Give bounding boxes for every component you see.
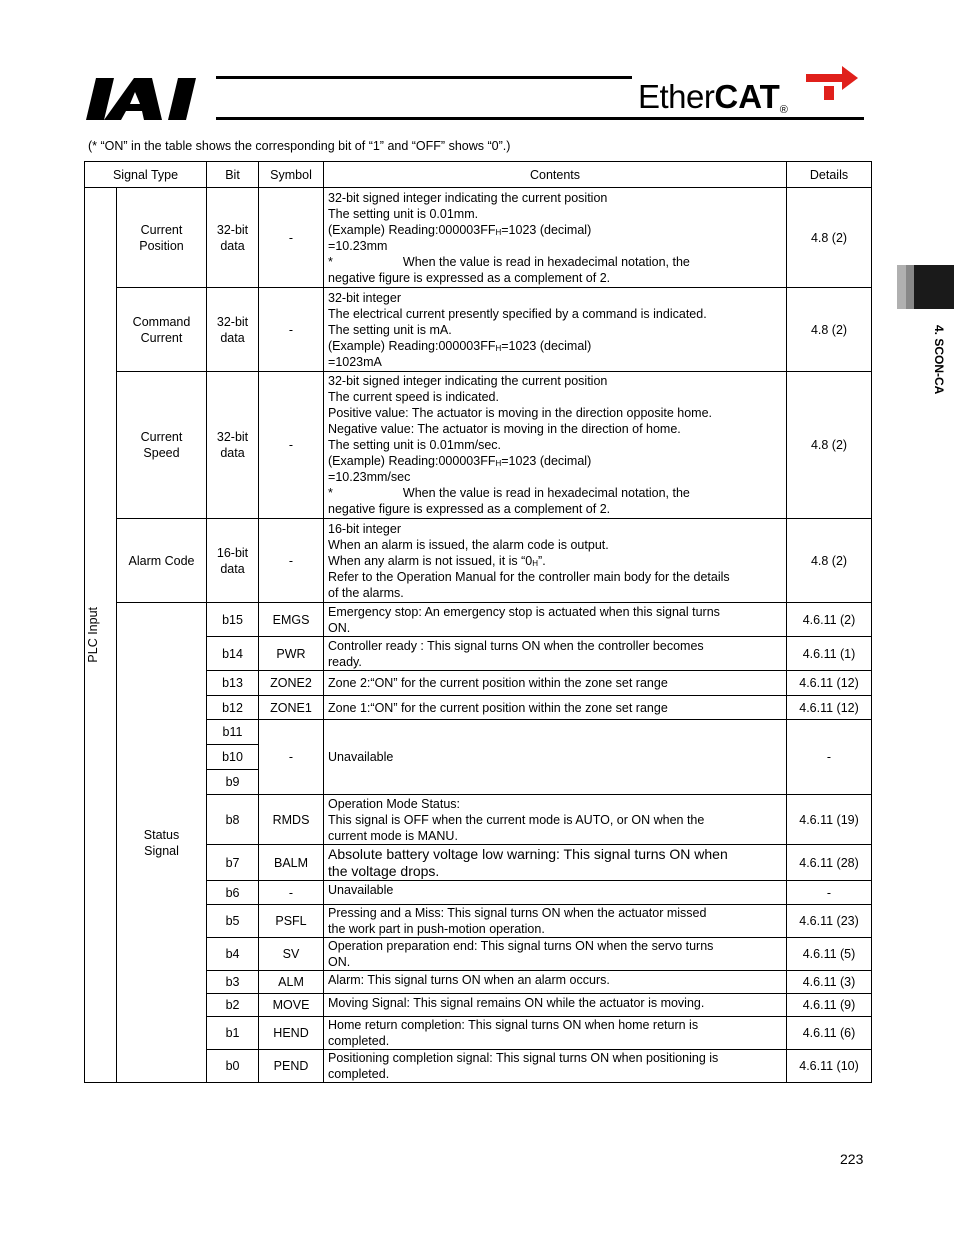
symbol-cell: SV xyxy=(259,938,324,971)
contents-cell: Unavailable xyxy=(324,881,787,905)
bit-cell: b4 xyxy=(207,938,259,971)
bit-cell: 32-bit data xyxy=(207,188,259,288)
table-row xyxy=(85,519,872,603)
header-details: Details xyxy=(787,162,872,188)
symbol-cell: PEND xyxy=(259,1050,324,1083)
symbol-cell: BALM xyxy=(259,845,324,881)
bit-cell: b8 xyxy=(207,795,259,845)
contents-cell: Zone 1:“ON” for the current position within the zone set range xyxy=(324,696,787,720)
contents-cell: 32-bit integer The electrical current presently specified by a command is indicated. The setting unit is mA. (Example) $Reading:000003FF_H=1023$ (decimal) =1023mA xyxy=(324,288,787,372)
table-header-row xyxy=(85,162,872,188)
details-cell: 4.6.11 (9) xyxy=(787,994,872,1017)
symbol-cell: - xyxy=(259,372,324,519)
bit-cell: b14 xyxy=(207,637,259,671)
bit-cell: b10 xyxy=(207,745,259,770)
bit-cell: b7 xyxy=(207,845,259,881)
symbol-cell: EMGS xyxy=(259,603,324,637)
symbol-cell: ZONE2 xyxy=(259,671,324,696)
bit-cell: b12 xyxy=(207,696,259,720)
symbol-cell: ALM xyxy=(259,971,324,994)
contents-cell: Zone 2:“ON” for the current position within the zone set range xyxy=(324,671,787,696)
details-cell: 4.6.11 (10) xyxy=(787,1050,872,1083)
details-cell: 4.6.11 (23) xyxy=(787,905,872,938)
contents-cell: Moving Signal: This signal remains ON while the actuator is moving. xyxy=(324,994,787,1017)
plc-input-table xyxy=(84,161,872,1083)
iai-logo xyxy=(86,74,206,124)
signal-type-cell: Status Signal xyxy=(117,603,207,1083)
bit-cell: b11 xyxy=(207,720,259,745)
contents-cell: Operation Mode Status: This signal is OFF when the current mode is AUTO, or ON when the current mode is MANU. xyxy=(324,795,787,845)
section-label: 4. SCON-CA xyxy=(932,325,946,395)
details-cell: 4.8 (2) xyxy=(787,188,872,288)
header-contents: Contents xyxy=(324,162,787,188)
symbol-cell: PWR xyxy=(259,637,324,671)
bit-cell: b5 xyxy=(207,905,259,938)
symbol-cell: - xyxy=(259,519,324,603)
details-cell: 4.6.11 (3) xyxy=(787,971,872,994)
bit-cell: b15 xyxy=(207,603,259,637)
group-cell xyxy=(85,188,117,1083)
contents-cell: Home return completion: This signal turns ON when home return is completed. xyxy=(324,1017,787,1050)
contents-cell: Unavailable xyxy=(324,720,787,795)
contents-cell: Positioning completion signal: This signal turns ON when positioning is completed. xyxy=(324,1050,787,1083)
details-cell: 4.8 (2) xyxy=(787,372,872,519)
contents-cell: Alarm: This signal turns ON when an alarm occurs. xyxy=(324,971,787,994)
table-row xyxy=(85,188,872,288)
bit-cell: 32-bit data xyxy=(207,372,259,519)
signal-type-cell: Alarm Code xyxy=(117,519,207,603)
contents-cell: 32-bit signed integer indicating the current position The current speed is indicated. Positive value: The actuator is moving in the direction opposite home. Negative value: The actuator is moving in the direction of home. The setting unit is 0.01mm/sec. (Example) $Reading:000003FF_H=1023$ (decimal) =10.23mm/sec * When the value is read in hexadecimal notation, the negative figure is expressed as a complement of 2. xyxy=(324,372,787,519)
symbol-cell: HEND xyxy=(259,1017,324,1050)
details-cell: 4.6.11 (28) xyxy=(787,845,872,881)
ethercat-cat: CAT xyxy=(714,78,780,115)
signal-type-cell: Current Speed xyxy=(117,372,207,519)
symbol-cell: PSFL xyxy=(259,905,324,938)
details-cell: 4.6.11 (1) xyxy=(787,637,872,671)
bit-cell: b13 xyxy=(207,671,259,696)
details-cell: - xyxy=(787,720,872,795)
symbol-cell: - xyxy=(259,188,324,288)
details-cell: 4.8 (2) xyxy=(787,288,872,372)
signal-type-cell: Command Current xyxy=(117,288,207,372)
table-row xyxy=(85,372,872,519)
page-number: 223 xyxy=(840,1151,864,1167)
bit-cell: 32-bit data xyxy=(207,288,259,372)
bit-cell: b1 xyxy=(207,1017,259,1050)
contents-cell: Controller ready : This signal turns ON when the controller becomes ready. xyxy=(324,637,787,671)
details-cell: 4.8 (2) xyxy=(787,519,872,603)
symbol-cell: ZONE1 xyxy=(259,696,324,720)
header-signal-type: Signal Type xyxy=(85,162,207,188)
ethercat-ether: Ether xyxy=(638,78,715,115)
bit-cell: b3 xyxy=(207,971,259,994)
contents-cell: Absolute battery voltage low warning: This signal turns ON when the voltage drops. xyxy=(324,845,787,881)
header-bit: Bit xyxy=(207,162,259,188)
details-cell: 4.6.11 (5) xyxy=(787,938,872,971)
contents-cell: Emergency stop: An emergency stop is actuated when this signal turns ON. xyxy=(324,603,787,637)
header-symbol: Symbol xyxy=(259,162,324,188)
details-cell: - xyxy=(787,881,872,905)
section-tab xyxy=(897,265,954,309)
symbol-cell: - xyxy=(259,288,324,372)
table-row xyxy=(85,603,872,637)
contents-cell: 32-bit signed integer indicating the current position The setting unit is 0.01mm. (Example) $Reading:000003FF_H=1023$ (decimal) =10.23mm * When the value is read in hexadecimal notation, the negative figure is expressed as a complement of 2. xyxy=(324,188,787,288)
symbol-cell: - xyxy=(259,881,324,905)
ethercat-arrow-icon xyxy=(806,66,858,100)
table-note: (* “ON” in the table shows the corresponding bit of “1” and “OFF” shows “0”.) xyxy=(88,139,511,153)
bit-cell: b0 xyxy=(207,1050,259,1083)
contents-cell: 16-bit integer When an alarm is issued, the alarm code is output. When any alarm is not issued, it is “$0_H$”. Refer to the Operation Manual for the controller main body for the details of the alarms. xyxy=(324,519,787,603)
bit-cell: b2 xyxy=(207,994,259,1017)
symbol-cell: - xyxy=(259,720,324,795)
bit-cell: 16-bit data xyxy=(207,519,259,603)
table-row xyxy=(85,288,872,372)
details-cell: 4.6.11 (6) xyxy=(787,1017,872,1050)
ethercat-reg: ® xyxy=(779,104,788,116)
header-rule-top xyxy=(216,76,632,79)
contents-cell: Pressing and a Miss: This signal turns ON when the actuator missed the work part in push-motion operation. xyxy=(324,905,787,938)
details-cell: 4.6.11 (12) xyxy=(787,696,872,720)
bit-cell: b9 xyxy=(207,770,259,795)
signal-type-cell: Current Position xyxy=(117,188,207,288)
details-cell: 4.6.11 (2) xyxy=(787,603,872,637)
details-cell: 4.6.11 (19) xyxy=(787,795,872,845)
symbol-cell: MOVE xyxy=(259,994,324,1017)
details-cell: 4.6.11 (12) xyxy=(787,671,872,696)
symbol-cell: RMDS xyxy=(259,795,324,845)
bit-cell: b6 xyxy=(207,881,259,905)
group-label: PLC Input xyxy=(86,607,100,663)
contents-cell: Operation preparation end: This signal turns ON when the servo turns ON. xyxy=(324,938,787,971)
